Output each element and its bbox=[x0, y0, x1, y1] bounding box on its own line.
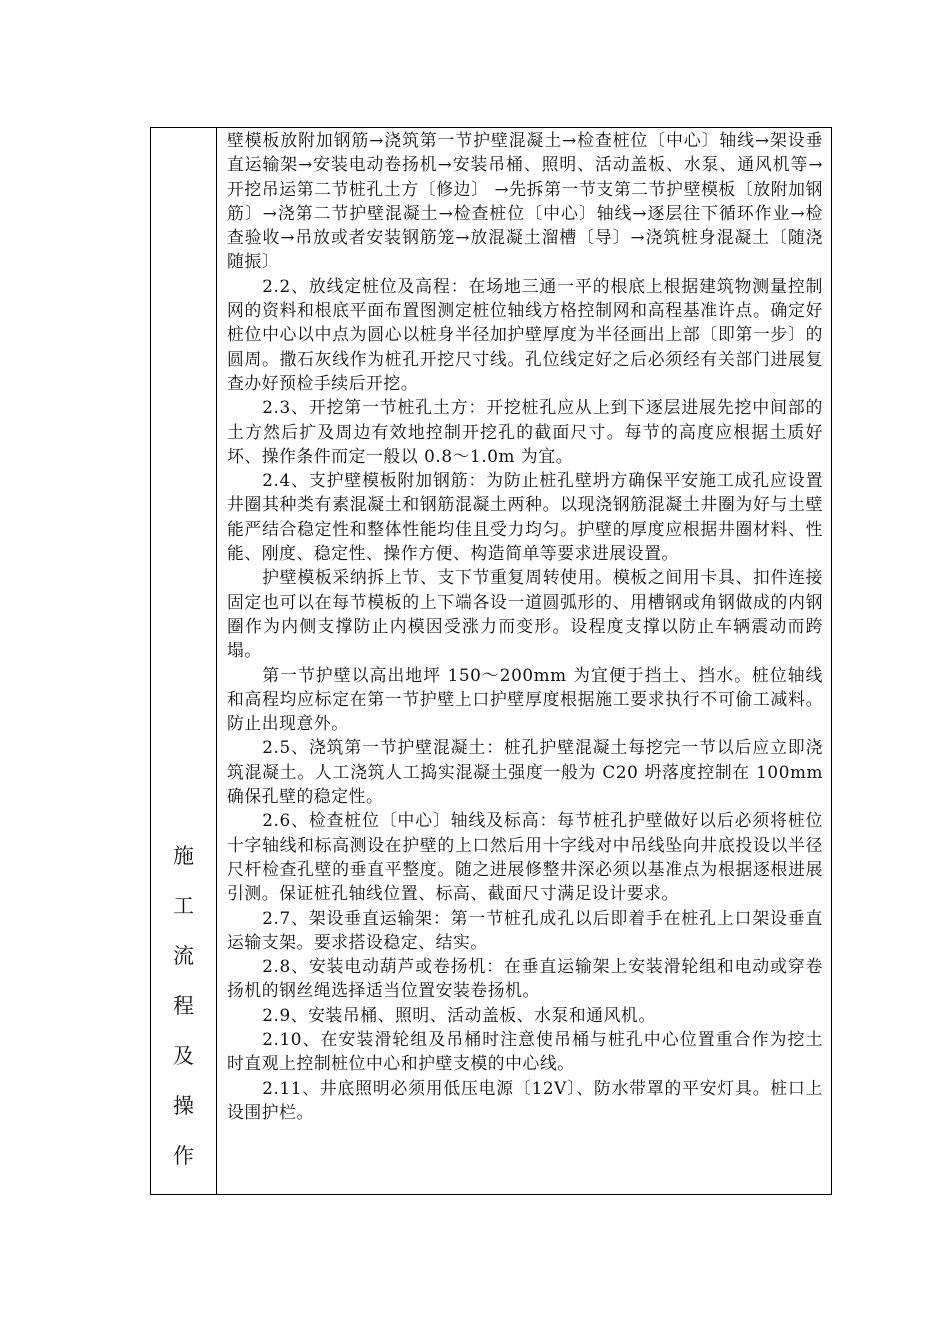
paragraph-2-5: 2.5、浇筑第一节护壁混凝土：桩孔护壁混凝土每挖完一节以后应立即浇筑混凝土。人工浇筑人工捣实混凝土强度一般为 C20 坍落度控制在 100mm 确保孔壁的稳定性。 bbox=[227, 737, 823, 807]
paragraph-2-8: 2.8、安装电动葫芦或卷扬机：在垂直运输架上安装滑轮组和电动或穿卷扬机的钢丝绳选择适当位置安装卷扬机。 bbox=[227, 956, 823, 1001]
paragraph-2-11: 2.11、井底照明必须用低压电源〔12V〕、防水带罩的平安灯具。桩口上设围护栏。 bbox=[227, 1077, 823, 1122]
paragraph-process-flow: 壁模板放附加钢筋→浇筑第一节护壁混凝土→检查桩位〔中心〕轴线→架设垂直运输架→安装电动卷扬机→安装吊桶、照明、活动盖板、水泵、通风机等→开挖吊运第二节桩孔土方〔修边〕 →先拆第一节支第二节护壁模板〔放附加钢筋〕→浇第二节护壁混凝土→检查桩位〔中心〕轴线→逐层往下循环作业→检查验收→吊放或者安装钢筋笼→放混凝土溜槽〔导〕→浇筑桩身混凝土〔随浇随振〕 bbox=[227, 130, 823, 272]
paragraph-2-4: 2.4、支护壁模板附加钢筋：为防止桩孔壁坍方确保平安施工成孔应设置井圈其种类有素混凝土和钢筋混凝土两种。以现浇钢筋混凝土井圈为好与土壁能严结合稳定性和整体性能均佳且受力均匀。护壁的厚度应根据井圈材料、性能、刚度、稳定性、操作方便、构造简单等要求进展设置。 bbox=[227, 470, 823, 564]
paragraph-2-9: 2.9、安装吊桶、照明、活动盖板、水泵和通风机。 bbox=[262, 1004, 656, 1025]
section-label-char: 作 bbox=[173, 1144, 194, 1168]
construction-table bbox=[150, 127, 832, 1195]
section-label-char: 工 bbox=[173, 894, 194, 918]
section-label-char: 程 bbox=[173, 994, 194, 1018]
content-cell bbox=[217, 128, 831, 1194]
paragraph-first-wall: 第一节护壁以高出地坪 150～200mm 为宜便于挡土、挡水。桩位轴线和高程均应标定在第一节护壁上口护壁厚度根据施工要求执行不可偷工减料。防止出现意外。 bbox=[227, 664, 823, 734]
section-label-char: 施 bbox=[173, 844, 194, 868]
paragraph-formwork: 护壁模板采纳拆上节、支下节重复周转使用。模板之间用卡具、扣件连接固定也可以在每节模板的上下端各设一道圆弧形的、用槽钢或角钢做成的内钢圈作为内侧支撑防止内模因受涨力而变形。设程度支撑以防止车辆震动而跨塌。 bbox=[227, 567, 823, 661]
paragraph-2-7: 2.7、架设垂直运输架：第一节桩孔成孔以后即着手在桩孔上口架设垂直运输支架。要求搭设稳定、结实。 bbox=[227, 907, 823, 952]
paragraph-2-2: 2.2、放线定桩位及高程：在场地三通一平的根底上根据建筑物测量控制网的资料和根底平面布置图测定桩位轴线方格控制网和高程基准许点。确定好桩位中心以中点为圆心以桩身半径加护壁厚度为半径画出上部〔即第一步〕的圆周。撒石灰线作为桩孔开挖尺寸线。孔位线定好之后必须经有关部门进展复查办好预检手续后开挖。 bbox=[227, 275, 823, 393]
paragraph-2-3: 2.3、开挖第一节桩孔土方：开挖桩孔应从上到下逐层进展先挖中间部的土方然后扩及周边有效地控制开挖孔的截面尺寸。每节的高度应根据土质好坏、操作条件而定一般以 0.8～1.0m 为宜。 bbox=[227, 397, 823, 466]
section-label-char: 流 bbox=[173, 944, 194, 968]
section-label-cell bbox=[151, 128, 217, 1194]
section-label bbox=[151, 831, 216, 1181]
paragraph-2-10: 2.10、在安装滑轮组及吊桶时注意使吊桶与桩孔中心位置重合作为挖土时直观上控制桩位中心和护壁支模的中心线。 bbox=[227, 1028, 823, 1074]
paragraph-2-6: 2.6、检查桩位〔中心〕轴线及标高：每节桩孔护壁做好以后必须将桩位十字轴线和标高测设在护壁的上口然后用十字线对中吊线坠向井底投设以半径尺杆检查孔壁的垂直平整度。随之进展修整井深必须以基准点为根据逐根进展引测。保证桩孔轴线位置、标高、截面尺寸满足设计要求。 bbox=[227, 810, 823, 904]
section-label-char: 操 bbox=[173, 1094, 194, 1118]
section-label-char: 及 bbox=[173, 1044, 194, 1068]
